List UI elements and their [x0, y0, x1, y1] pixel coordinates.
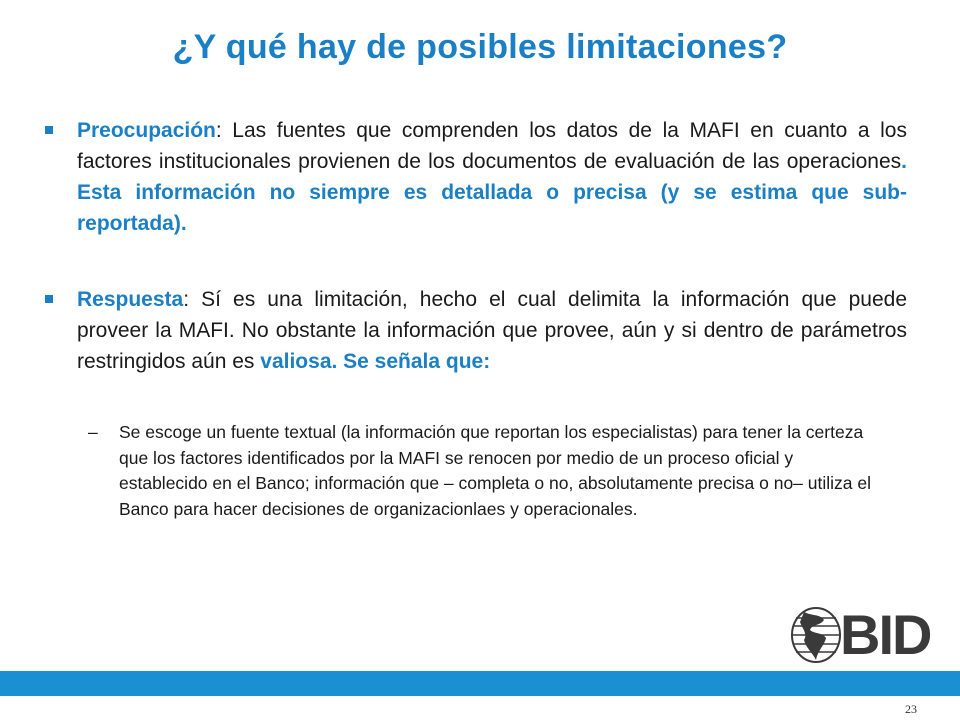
sub-bullet-text: Se escoge un fuente textual (la información que reportan los especialistas) para tener la certeza que los factores identificados por la MAFI se renocen por medio de un proceso oficial y establecido en el Banco; información que – completa o no, absolutamente precisa o no– utiliza el Banco para hacer decisiones de organizacionlaes y operacionales. — [119, 422, 871, 519]
sub-bullet — [88, 420, 878, 522]
dash-marker: – — [88, 422, 98, 442]
footer-bar — [0, 671, 960, 696]
bid-logo — [790, 603, 936, 666]
bullet-response-term: Respuesta — [77, 288, 184, 311]
bullet-square-icon — [45, 295, 53, 303]
bullet-concern-text — [77, 115, 907, 239]
slide-title: ¿Y qué hay de posibles limitaciones? — [172, 28, 788, 66]
bullet-concern-term: Preocupación — [77, 119, 216, 142]
bullet-concern-body: : Las fuentes que comprenden los datos de la MAFI en cuanto a los factores institucionales provienen de los documentos de evaluación de las operaciones — [77, 119, 907, 173]
bullet-response — [45, 284, 907, 377]
bullet-response-body: : Sí es una limitación, hecho el cual delimita la información que puede proveer la MAFI. No obstante la información que provee, aún y si dentro de parámetros restringidos aún es — [77, 288, 907, 373]
globe-icon — [790, 606, 842, 664]
bid-logo-text: BID — [840, 603, 931, 666]
bullet-concern — [45, 115, 907, 239]
bullet-square-icon — [45, 126, 53, 134]
page-number: 23 — [905, 702, 917, 716]
bullet-response-emphasis: valiosa. Se señala que: — [260, 350, 491, 373]
bullet-response-text — [77, 284, 907, 377]
bullet-concern-emphasis: . Esta información no siempre es detallada o precisa (y se estima que sub-reportada). — [77, 150, 907, 235]
